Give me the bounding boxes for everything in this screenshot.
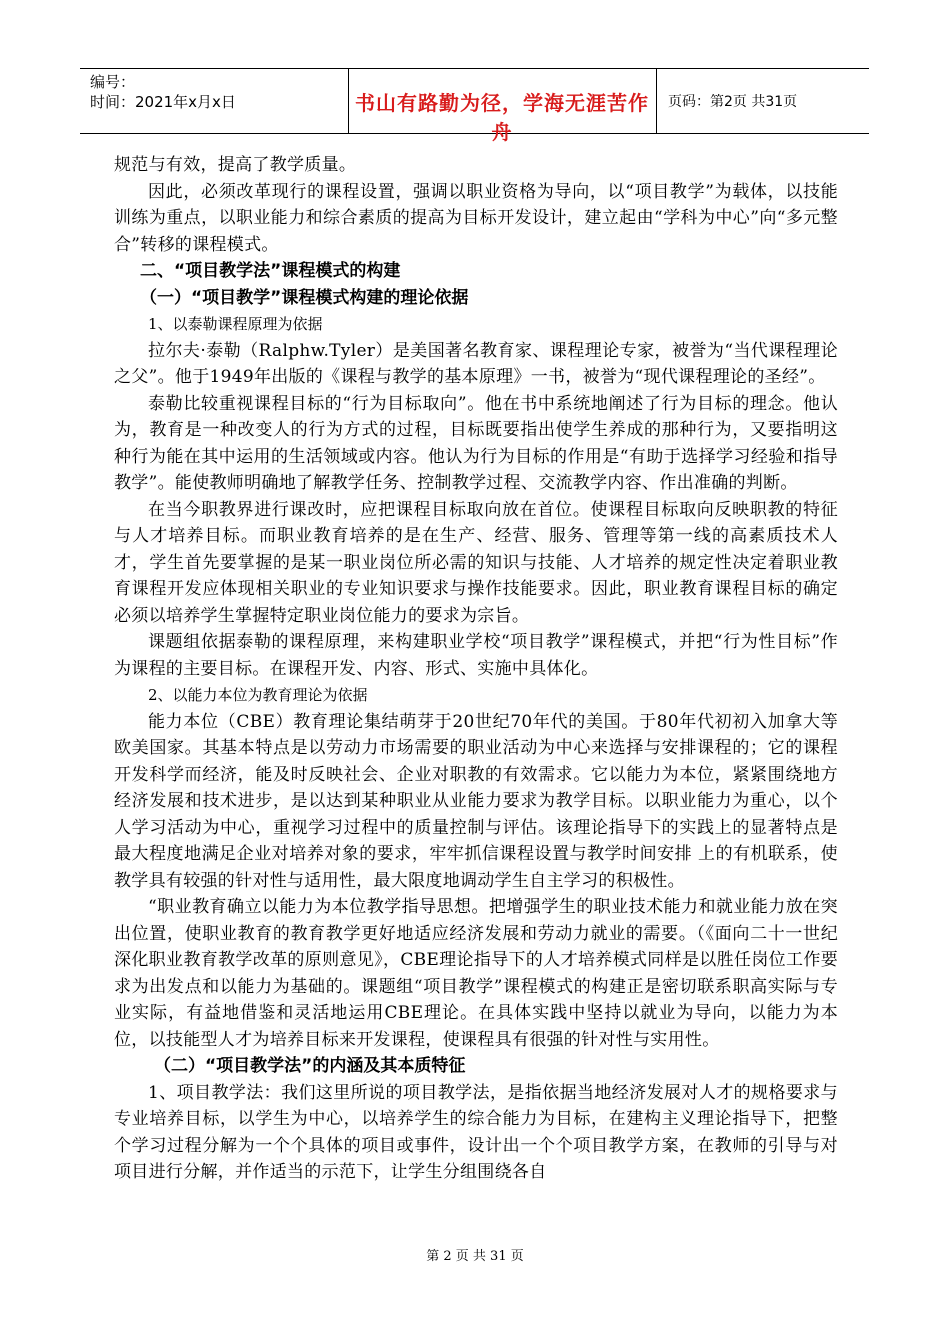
paragraph: 1、项目教学法：我们这里所说的项目教学法，是指依据当地经济发展对人才的规格要求与专业培养目标，以学生为中心，以培养学生的综合能力为目标，在建构主义理论指导下，把整个学习过程分解为一个个具体的项目或事件，设计出一个个项目教学方案，在教师的引导与对项目进行分解，并作适当的示范下，让学生分组围绕各自 <box>114 1082 838 1182</box>
header-motto: 书山有路勤为径，学海无涯苦作舟 <box>355 91 649 144</box>
paragraph: 拉尔夫·泰勒（Ralphw.Tyler）是美国著名教育家、课程理论专家，被誉为“当代课程理论之父”。他于1949年出版的《课程与教学的基本原理》一书，被誉为“现代课程理论的圣经”。 <box>114 340 838 387</box>
section-heading: 二、“项目教学法”课程模式的构建 <box>140 261 401 281</box>
subsection-heading: （二）“项目教学法”的内涵及其本质特征 <box>154 1056 466 1076</box>
paragraph: 泰勒比较重视课程目标的“行为目标取向”。他在书中系统地阐述了行为目标的理念。他认为，教育是一种改变人的行为方式的过程，目标既要指出使学生养成的那种行为，又要指明这种行为能在其中运用的生活领域或内容。他认为行为目标的作用是“有助于选择学习经验和指导教学”。能使教师明确地了解教学任务、控制教学过程、交流教学内容、作出准确的判断。 <box>114 393 838 493</box>
paragraph: 规范与有效，提高了教学质量。 <box>114 155 357 175</box>
number-label: 编号： <box>90 73 136 91</box>
subsection-heading: （一）“项目教学”课程模式构建的理论依据 <box>140 287 469 308</box>
paragraph: 能力本位（CBE）教育理论集结萌芽于20世纪70年代的美国。于80年代初初入加拿大等欧美国家。其基本特点是以劳动力市场需要的职业活动为中心来选择与安排课程的；它的课程开发科学而经济，能及时反映社会、企业对职教的有效需求。它以能力为本位，紧紧围绕地方经济发展和技术进步，是以达到某种职业从业能力要求为教学目标。以职业能力为重心，以个人学习活动为中心，重视学习过程中的质量控制与评估。该理论指导下的实践上的显著特点是最大程度地满足企业对培养对象的要求，牢牢抓信课程设置与教学时间安排 上的有机联系，使教学具有较强的针对性与适用性，最大限度地调动学生自主学习的积极性。 <box>114 711 838 891</box>
paragraph: 在当今职教界进行课改时，应把课程目标取向放在首位。使课程目标取向反映职教的特征与人才培养目标。而职业教育培养的是在生产、经营、服务、管理等第一线的高素质技术人才，学生首先要掌握的是某一职业岗位所必需的知识与技能、人才培养的规定性决定着职业教育课程开发应体现相关职业的专业知识要求与操作技能要求。因此，职业教育课程目标的确定必须以培养学生掌握特定职业岗位能力的要求为宗旨。 <box>114 499 838 626</box>
paragraph: “职业教育确立以能力为本位教学指导思想。把增强学生的职业技术能力和就业能力放在突出位置，使职业教育的教育教学更好地适应经济发展和劳动力就业的需要。（《面向二十一世纪深化职业教育教学改革的原则意见》，CBE理论指导下的人才培养模式同样是以胜任岗位工作要求为出发点和以能力为基础的。课题组“项目教学”课程模式的构建正是密切联系职高实际与专业实际，有益地借鉴和灵活地运用CBE理论。在具体实践中坚持以就业为导向，以能力为本位，以技能型人才为培养目标来开发课程，使课程具有很强的针对性与实用性。 <box>114 897 838 1050</box>
header-page-info: 页码：第2页 共31页 <box>668 94 798 110</box>
page-header <box>80 68 869 144</box>
header-meta <box>90 72 280 112</box>
sub-heading: 2、以能力本位为教育理论为依据 <box>148 686 368 704</box>
header-divider-right <box>656 69 657 133</box>
document-body <box>114 152 838 1186</box>
paragraph: 因此，必须改革现行的课程设置，强调以职业资格为导向，以“项目教学”为载体，以技能训练为重点，以职业能力和综合素质的提高为目标开发设计，建立起由“学科为中心”向“多元整合”转移的课程模式。 <box>114 181 838 255</box>
page-footer: 第 2 页 共 31 页 <box>426 1249 524 1264</box>
paragraph: 课题组依据泰勒的课程原理，来构建职业学校“项目教学”课程模式，并把“行为性目标”作为课程的主要目标。在课程开发、内容、形式、实施中具体化。 <box>114 632 838 679</box>
sub-heading: 1、以泰勒课程原理为依据 <box>148 315 323 333</box>
time-label: 时间：2021年x月x日 <box>90 93 236 111</box>
